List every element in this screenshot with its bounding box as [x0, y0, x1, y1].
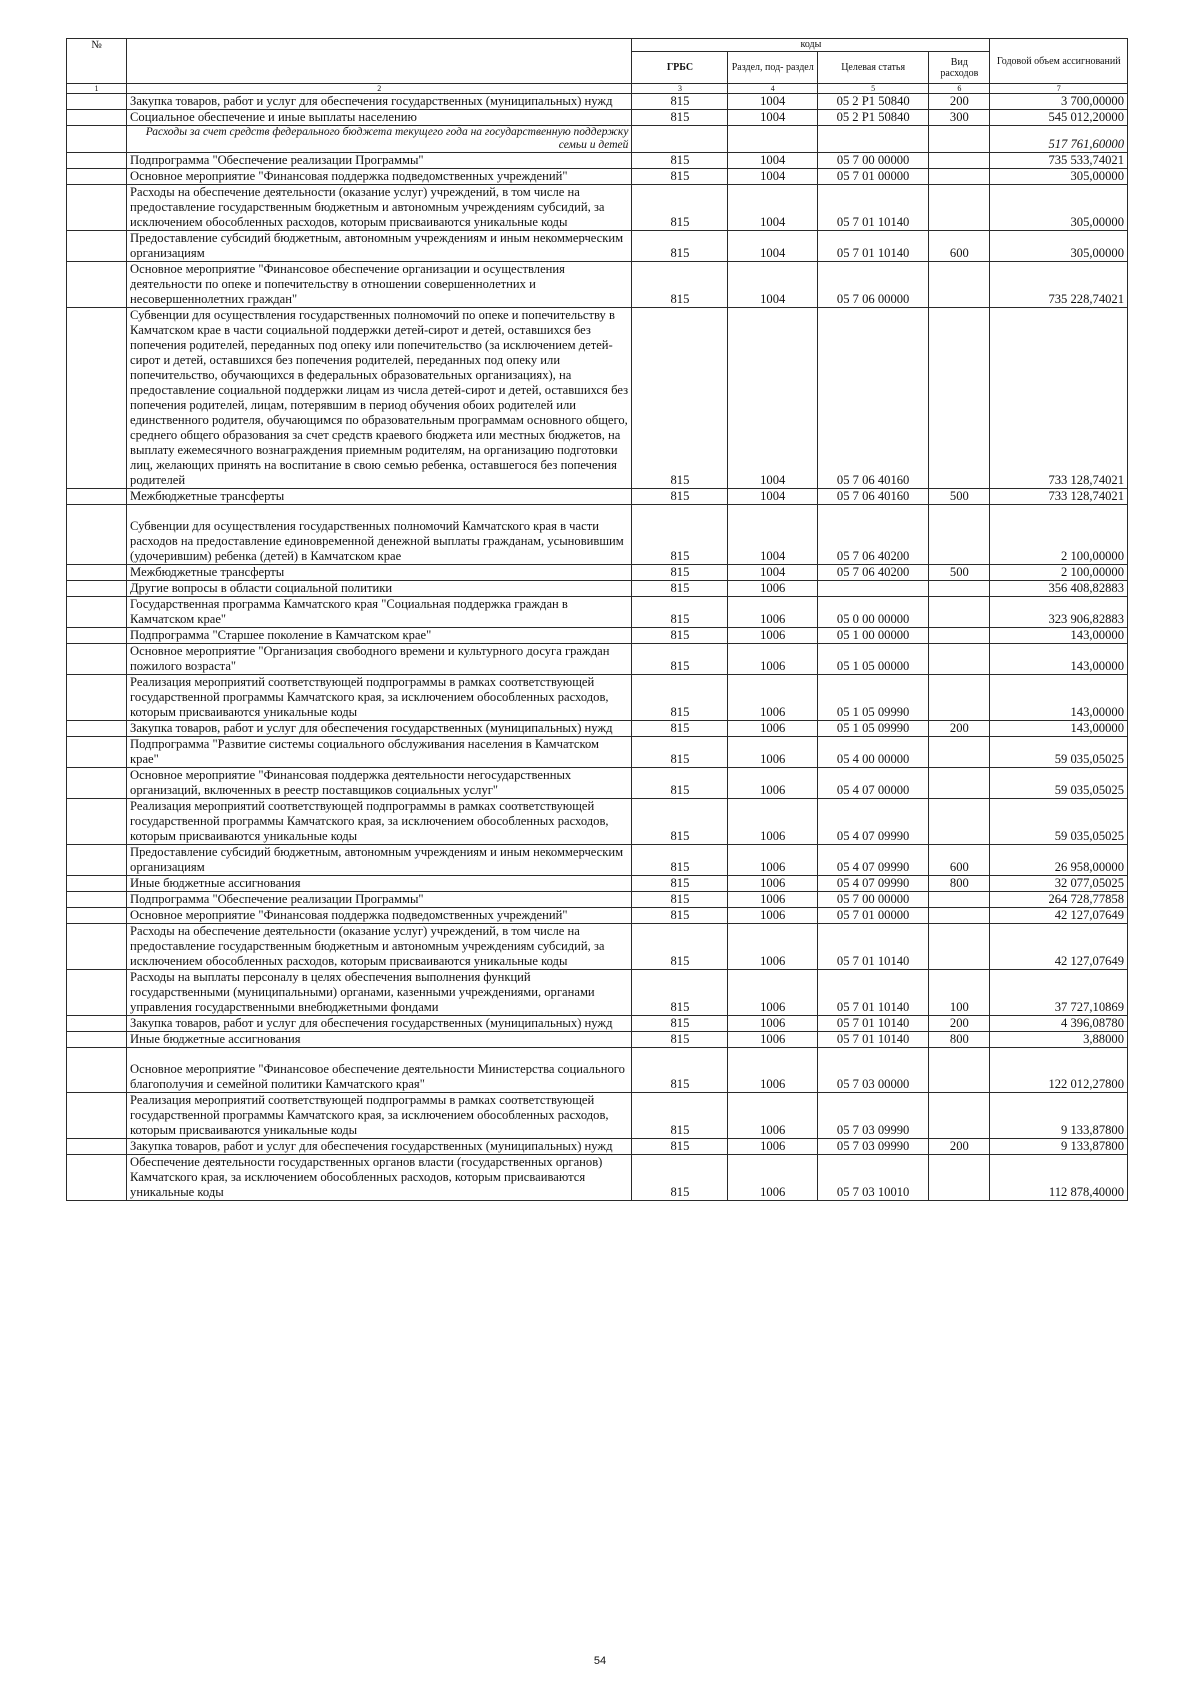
table-row [67, 644, 1128, 675]
row-section: 1006 [728, 1155, 818, 1201]
row-amount: 59 035,05025 [990, 768, 1128, 799]
row-description: Межбюджетные трансферты [127, 489, 632, 505]
row-number-cell [67, 924, 127, 970]
row-section: 1006 [728, 737, 818, 768]
row-description: Реализация мероприятий соответствующей подпрограммы в рамках соответствующей государственной программы Камчатского края, за исключением обособленных расходов, которым присваиваются уникальные коды [127, 675, 632, 721]
row-expense-type: 200 [929, 721, 990, 737]
table-row [67, 262, 1128, 308]
row-section: 1004 [728, 489, 818, 505]
row-grbs: 815 [632, 644, 728, 675]
row-description: Реализация мероприятий соответствующей подпрограммы в рамках соответствующей государственной программы Камчатского края, за исключением обособленных расходов, которым присваиваются уникальные коды [127, 1093, 632, 1139]
table-row [67, 153, 1128, 169]
row-number-cell [67, 845, 127, 876]
row-target-article: 05 7 06 40160 [817, 308, 928, 489]
row-expense-type: 600 [929, 231, 990, 262]
table-row [67, 1155, 1128, 1201]
row-expense-type [929, 581, 990, 597]
row-amount: 122 012,27800 [990, 1048, 1128, 1093]
row-description: Основное мероприятие "Финансовое обеспечение деятельности Министерства социального благополучия и семейной политики Камчатского края" [127, 1048, 632, 1093]
row-number-cell [67, 768, 127, 799]
row-number-cell [67, 1093, 127, 1139]
row-amount: 3 700,00000 [990, 94, 1128, 110]
header-section: Раздел, под- раздел [728, 52, 818, 84]
row-target-article: 05 7 01 10140 [817, 970, 928, 1016]
table-row [67, 489, 1128, 505]
row-amount: 735 533,74021 [990, 153, 1128, 169]
row-grbs: 815 [632, 892, 728, 908]
header-codes: коды [632, 39, 990, 52]
row-section: 1006 [728, 1048, 818, 1093]
row-grbs: 815 [632, 675, 728, 721]
row-amount: 32 077,05025 [990, 876, 1128, 892]
row-section: 1004 [728, 308, 818, 489]
row-description: Субвенции для осуществления государственных полномочий по опеке и попечительству в Камчатском крае в части социальной поддержки детей-сирот и детей, оставшихся без попечения родителей, переданных под опеку или попечительство (за исключением детей-сирот и детей, оставшихся без попечения родителей, переданных под опеку или попечительство, обучающихся в федеральных образовательных организациях), на предоставление социальной поддержки лицам из числа детей-сирот и детей, оставшихся без попечения родителей, лицам, потерявшим в период обучения обоих родителей или единственного родителя, обучающимся по образовательным программам основного общего, среднего общего образования за счет средств краевого бюджета или местных бюджетов, на выплату ежемесячного вознаграждения приемным родителям, на организацию подготовки лиц, желающих принять на воспитание в свою семью ребенка, оставшегося без попечения родителей [127, 308, 632, 489]
row-description: Социальное обеспечение и иные выплаты населению [127, 110, 632, 126]
row-number-cell [67, 721, 127, 737]
budget-table [66, 38, 1128, 1201]
row-number-cell [67, 1155, 127, 1201]
row-target-article: 05 7 03 09990 [817, 1139, 928, 1155]
table-row [67, 908, 1128, 924]
row-grbs: 815 [632, 231, 728, 262]
row-amount: 2 100,00000 [990, 505, 1128, 565]
row-amount: 545 012,20000 [990, 110, 1128, 126]
row-amount: 9 133,87800 [990, 1139, 1128, 1155]
row-number-cell [67, 110, 127, 126]
row-grbs: 815 [632, 262, 728, 308]
table-row [67, 845, 1128, 876]
row-target-article: 05 1 05 00000 [817, 644, 928, 675]
row-grbs: 815 [632, 185, 728, 231]
row-amount: 4 396,08780 [990, 1016, 1128, 1032]
row-grbs: 815 [632, 768, 728, 799]
row-grbs: 815 [632, 169, 728, 185]
row-expense-type [929, 628, 990, 644]
row-grbs: 815 [632, 1139, 728, 1155]
row-description: Расходы на обеспечение деятельности (оказание услуг) учреждений, в том числе на предоставление государственным бюджетным и автономным учреждениям субсидий, за исключением обособленных расходов, которым присваиваются уникальные коды [127, 924, 632, 970]
row-expense-type: 500 [929, 489, 990, 505]
row-section: 1004 [728, 505, 818, 565]
row-amount: 3,88000 [990, 1032, 1128, 1048]
row-expense-type [929, 675, 990, 721]
row-number-cell [67, 675, 127, 721]
row-number-cell [67, 876, 127, 892]
row-description: Основное мероприятие "Финансовая поддержка деятельности негосударственных организаций, включенных в реестр поставщиков социальных услуг" [127, 768, 632, 799]
header-expense-type: Вид расходов [929, 52, 990, 84]
row-amount: 323 906,82883 [990, 597, 1128, 628]
row-amount: 143,00000 [990, 675, 1128, 721]
col-num: 5 [817, 84, 928, 94]
row-number-cell [67, 126, 127, 153]
row-section: 1004 [728, 94, 818, 110]
row-target-article: 05 1 05 09990 [817, 675, 928, 721]
table-row [67, 876, 1128, 892]
row-description: Основное мероприятие "Финансовая поддержка подведомственных учреждений" [127, 169, 632, 185]
row-number-cell [67, 262, 127, 308]
row-description: Расходы за счет средств федерального бюджета текущего года на государственную поддержку семьи и детей [127, 126, 632, 153]
header-annual-volume: Годовой объем ассигнований [990, 39, 1128, 84]
row-description: Субвенции для осуществления государственных полномочий Камчатского края в части расходов на предоставление единовременной денежной выплаты гражданам, усыновившим (удочерившим) ребенка (детей) в Камчатском крае [127, 505, 632, 565]
row-grbs: 815 [632, 1155, 728, 1201]
row-expense-type [929, 908, 990, 924]
row-description: Закупка товаров, работ и услуг для обеспечения государственных (муниципальных) нужд [127, 721, 632, 737]
row-target-article: 05 7 03 09990 [817, 1093, 928, 1139]
table-row [67, 1048, 1128, 1093]
row-amount: 143,00000 [990, 644, 1128, 675]
row-description: Обеспечение деятельности государственных органов власти (государственных органов) Камчатского края, за исключением обособленных расходов, которым присваиваются уникальные коды [127, 1155, 632, 1201]
row-amount: 9 133,87800 [990, 1093, 1128, 1139]
table-row [67, 737, 1128, 768]
table-row [67, 505, 1128, 565]
row-expense-type [929, 799, 990, 845]
row-number-cell [67, 169, 127, 185]
row-target-article: 05 7 00 00000 [817, 892, 928, 908]
row-section: 1004 [728, 169, 818, 185]
col-num: 7 [990, 84, 1128, 94]
row-grbs: 815 [632, 876, 728, 892]
row-section: 1006 [728, 768, 818, 799]
row-amount: 112 878,40000 [990, 1155, 1128, 1201]
table-row [67, 110, 1128, 126]
row-expense-type: 200 [929, 1139, 990, 1155]
table-row [67, 628, 1128, 644]
table-row [67, 799, 1128, 845]
row-description: Подпрограмма "Старшее поколение в Камчатском крае" [127, 628, 632, 644]
table-row [67, 924, 1128, 970]
col-num: 4 [728, 84, 818, 94]
row-section: 1006 [728, 644, 818, 675]
row-target-article: 05 7 01 00000 [817, 169, 928, 185]
row-description: Реализация мероприятий соответствующей подпрограммы в рамках соответствующей государственной программы Камчатского края, за исключением обособленных расходов, которым присваиваются уникальные коды [127, 799, 632, 845]
header-column-numbers [67, 84, 1128, 94]
row-expense-type [929, 185, 990, 231]
row-grbs: 815 [632, 565, 728, 581]
row-target-article: 05 1 00 00000 [817, 628, 928, 644]
row-expense-type [929, 1093, 990, 1139]
row-number-cell [67, 970, 127, 1016]
header-target-article: Целевая статья [817, 52, 928, 84]
row-section: 1006 [728, 924, 818, 970]
row-amount: 143,00000 [990, 721, 1128, 737]
row-number-cell [67, 892, 127, 908]
row-amount: 735 228,74021 [990, 262, 1128, 308]
row-description: Иные бюджетные ассигнования [127, 876, 632, 892]
table-row [67, 1139, 1128, 1155]
row-description: Основное мероприятие "Финансовая поддержка подведомственных учреждений" [127, 908, 632, 924]
row-section [728, 126, 818, 153]
row-target-article: 05 7 01 00000 [817, 908, 928, 924]
col-num: 3 [632, 84, 728, 94]
table-header [67, 39, 1128, 94]
row-grbs: 815 [632, 110, 728, 126]
table-row [67, 169, 1128, 185]
row-amount: 143,00000 [990, 628, 1128, 644]
row-grbs: 815 [632, 721, 728, 737]
row-grbs: 815 [632, 489, 728, 505]
row-number-cell [67, 644, 127, 675]
row-section: 1006 [728, 876, 818, 892]
table-row [67, 1032, 1128, 1048]
row-amount: 305,00000 [990, 185, 1128, 231]
row-section: 1004 [728, 231, 818, 262]
row-number-cell [67, 505, 127, 565]
row-target-article: 05 4 00 00000 [817, 737, 928, 768]
row-expense-type [929, 505, 990, 565]
table-row [67, 721, 1128, 737]
row-description: Другие вопросы в области социальной политики [127, 581, 632, 597]
row-target-article: 05 7 01 10140 [817, 1032, 928, 1048]
row-section: 1006 [728, 1016, 818, 1032]
row-section: 1006 [728, 845, 818, 876]
row-amount: 356 408,82883 [990, 581, 1128, 597]
col-num: 6 [929, 84, 990, 94]
row-grbs: 815 [632, 628, 728, 644]
row-number-cell [67, 597, 127, 628]
row-target-article: 05 2 P1 50840 [817, 110, 928, 126]
table-row [67, 970, 1128, 1016]
row-section: 1006 [728, 1139, 818, 1155]
row-target-article: 05 7 06 00000 [817, 262, 928, 308]
row-description: Государственная программа Камчатского края "Социальная поддержка граждан в Камчатском крае" [127, 597, 632, 628]
row-expense-type [929, 597, 990, 628]
row-number-cell [67, 489, 127, 505]
row-amount: 733 128,74021 [990, 308, 1128, 489]
row-section: 1006 [728, 908, 818, 924]
row-grbs: 815 [632, 1016, 728, 1032]
row-description: Расходы на обеспечение деятельности (оказание услуг) учреждений, в том числе на предоставление государственным бюджетным и автономным учреждениям субсидий, за исключением обособленных расходов, которым присваиваются уникальные коды [127, 185, 632, 231]
row-target-article [817, 126, 928, 153]
row-target-article: 05 7 06 40200 [817, 505, 928, 565]
row-grbs: 815 [632, 845, 728, 876]
row-description: Предоставление субсидий бюджетным, автономным учреждениям и иным некоммерческим организациям [127, 231, 632, 262]
row-amount: 59 035,05025 [990, 737, 1128, 768]
col-num: 1 [67, 84, 127, 94]
row-section: 1006 [728, 597, 818, 628]
row-amount: 26 958,00000 [990, 845, 1128, 876]
row-section: 1006 [728, 799, 818, 845]
row-expense-type [929, 169, 990, 185]
row-grbs: 815 [632, 970, 728, 1016]
row-expense-type [929, 308, 990, 489]
row-amount: 264 728,77858 [990, 892, 1128, 908]
row-target-article: 05 7 06 40160 [817, 489, 928, 505]
row-expense-type [929, 892, 990, 908]
row-section: 1004 [728, 262, 818, 308]
row-target-article [817, 581, 928, 597]
row-description: Расходы на выплаты персоналу в целях обеспечения выполнения функций государственными (муниципальными) органами, казенными учреждениями, органами управления государственными внебюджетными фондами [127, 970, 632, 1016]
row-number-cell [67, 1016, 127, 1032]
row-grbs: 815 [632, 597, 728, 628]
row-amount: 517 761,60000 [990, 126, 1128, 153]
row-expense-type: 100 [929, 970, 990, 1016]
row-section: 1006 [728, 581, 818, 597]
table-row [67, 126, 1128, 153]
row-number-cell [67, 799, 127, 845]
row-grbs: 815 [632, 1048, 728, 1093]
row-target-article: 05 2 P1 50840 [817, 94, 928, 110]
page-number: 54 [593, 1655, 607, 1667]
row-amount: 42 127,07649 [990, 924, 1128, 970]
row-amount: 733 128,74021 [990, 489, 1128, 505]
row-expense-type: 600 [929, 845, 990, 876]
row-amount: 305,00000 [990, 231, 1128, 262]
row-target-article: 05 1 05 09990 [817, 721, 928, 737]
row-number-cell [67, 565, 127, 581]
row-number-cell [67, 94, 127, 110]
row-grbs: 815 [632, 153, 728, 169]
row-number-cell [67, 153, 127, 169]
row-grbs: 815 [632, 581, 728, 597]
row-section: 1004 [728, 153, 818, 169]
table-row [67, 308, 1128, 489]
row-target-article: 05 7 00 00000 [817, 153, 928, 169]
row-expense-type [929, 737, 990, 768]
row-number-cell [67, 1032, 127, 1048]
table-body [67, 94, 1128, 1201]
row-expense-type [929, 153, 990, 169]
row-section: 1006 [728, 970, 818, 1016]
row-number-cell [67, 308, 127, 489]
row-target-article: 05 0 00 00000 [817, 597, 928, 628]
row-target-article: 05 7 01 10140 [817, 924, 928, 970]
table-row [67, 581, 1128, 597]
table-row [67, 1016, 1128, 1032]
row-grbs [632, 126, 728, 153]
row-section: 1004 [728, 185, 818, 231]
table-row [67, 768, 1128, 799]
row-section: 1006 [728, 675, 818, 721]
row-description: Закупка товаров, работ и услуг для обеспечения государственных (муниципальных) нужд [127, 94, 632, 110]
row-target-article: 05 7 01 10140 [817, 231, 928, 262]
row-expense-type: 800 [929, 1032, 990, 1048]
table-row [67, 1093, 1128, 1139]
row-expense-type [929, 126, 990, 153]
row-description: Основное мероприятие "Финансовое обеспечение организации и осуществления деятельности по опеке и попечительству в отношении совершеннолетних и несовершеннолетних граждан" [127, 262, 632, 308]
header-number: № [67, 39, 127, 84]
table-row [67, 597, 1128, 628]
row-amount: 305,00000 [990, 169, 1128, 185]
row-expense-type [929, 768, 990, 799]
table-row [67, 231, 1128, 262]
row-number-cell [67, 1048, 127, 1093]
row-expense-type: 800 [929, 876, 990, 892]
row-section: 1004 [728, 110, 818, 126]
row-expense-type [929, 644, 990, 675]
row-target-article: 05 4 07 09990 [817, 876, 928, 892]
row-section: 1004 [728, 565, 818, 581]
row-expense-type [929, 262, 990, 308]
row-grbs: 815 [632, 908, 728, 924]
row-number-cell [67, 908, 127, 924]
row-description: Подпрограмма "Обеспечение реализации Программы" [127, 892, 632, 908]
row-description: Иные бюджетные ассигнования [127, 1032, 632, 1048]
row-grbs: 815 [632, 1032, 728, 1048]
table-row [67, 892, 1128, 908]
row-description: Подпрограмма "Обеспечение реализации Программы" [127, 153, 632, 169]
row-target-article: 05 7 01 10140 [817, 1016, 928, 1032]
row-number-cell [67, 185, 127, 231]
row-amount: 37 727,10869 [990, 970, 1128, 1016]
row-target-article: 05 7 01 10140 [817, 185, 928, 231]
row-grbs: 815 [632, 1093, 728, 1139]
header-grbs: ГРБС [632, 52, 728, 84]
row-number-cell [67, 737, 127, 768]
row-grbs: 815 [632, 924, 728, 970]
row-expense-type [929, 1155, 990, 1201]
row-expense-type: 200 [929, 94, 990, 110]
table-row [67, 185, 1128, 231]
row-amount: 59 035,05025 [990, 799, 1128, 845]
row-number-cell [67, 581, 127, 597]
row-amount: 42 127,07649 [990, 908, 1128, 924]
row-grbs: 815 [632, 505, 728, 565]
row-description: Подпрограмма "Развитие системы социального обслуживания населения в Камчатском крае" [127, 737, 632, 768]
row-expense-type: 500 [929, 565, 990, 581]
row-expense-type: 300 [929, 110, 990, 126]
row-number-cell [67, 231, 127, 262]
row-grbs: 815 [632, 308, 728, 489]
row-grbs: 815 [632, 737, 728, 768]
row-description: Закупка товаров, работ и услуг для обеспечения государственных (муниципальных) нужд [127, 1016, 632, 1032]
row-number-cell [67, 1139, 127, 1155]
row-target-article: 05 7 03 00000 [817, 1048, 928, 1093]
row-section: 1006 [728, 628, 818, 644]
row-section: 1006 [728, 721, 818, 737]
row-grbs: 815 [632, 799, 728, 845]
row-target-article: 05 7 06 40200 [817, 565, 928, 581]
table-row [67, 675, 1128, 721]
row-section: 1006 [728, 1032, 818, 1048]
row-description: Предоставление субсидий бюджетным, автономным учреждениям и иным некоммерческим организациям [127, 845, 632, 876]
row-section: 1006 [728, 892, 818, 908]
row-amount: 2 100,00000 [990, 565, 1128, 581]
row-expense-type [929, 924, 990, 970]
col-num: 2 [127, 84, 632, 94]
row-description: Межбюджетные трансферты [127, 565, 632, 581]
table-row [67, 94, 1128, 110]
row-number-cell [67, 628, 127, 644]
row-target-article: 05 7 03 10010 [817, 1155, 928, 1201]
row-grbs: 815 [632, 94, 728, 110]
row-expense-type [929, 1048, 990, 1093]
row-target-article: 05 4 07 09990 [817, 799, 928, 845]
row-description: Закупка товаров, работ и услуг для обеспечения государственных (муниципальных) нужд [127, 1139, 632, 1155]
table-row [67, 565, 1128, 581]
row-target-article: 05 4 07 09990 [817, 845, 928, 876]
row-section: 1006 [728, 1093, 818, 1139]
row-description: Основное мероприятие "Организация свободного времени и культурного досуга граждан пожилого возраста" [127, 644, 632, 675]
header-description [127, 39, 632, 84]
row-expense-type: 200 [929, 1016, 990, 1032]
row-target-article: 05 4 07 00000 [817, 768, 928, 799]
